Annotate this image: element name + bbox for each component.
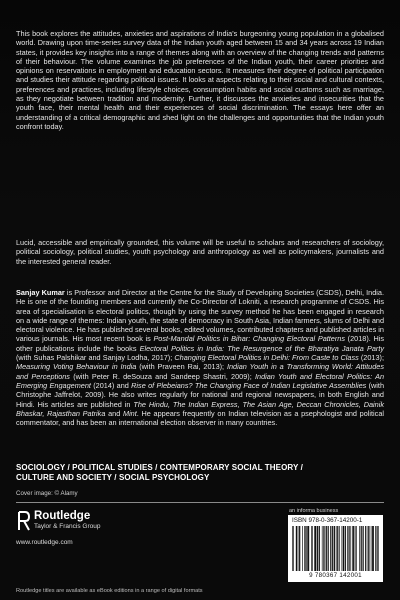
barcode-bar bbox=[345, 526, 346, 571]
book-title: Rise of Plebeians? The Changing Face of Indian Legislative Assemblies bbox=[131, 380, 367, 390]
barcode-bar bbox=[339, 526, 340, 571]
publisher-group: Taylor & Francis Group bbox=[34, 523, 101, 530]
barcode-bar bbox=[292, 526, 293, 571]
publisher-logo bbox=[16, 509, 206, 549]
newspaper-names: Mint bbox=[122, 408, 137, 418]
barcode-bar bbox=[368, 526, 369, 571]
ebook-availability-note: Routledge titles are available as eBook editions in a range of digital formats bbox=[16, 588, 203, 594]
barcode-bar bbox=[323, 526, 324, 571]
cover-image-credit: Cover image: © Alamy bbox=[16, 490, 78, 497]
barcode-bar bbox=[314, 526, 315, 571]
barcode-bar bbox=[362, 526, 363, 571]
barcode-bar bbox=[338, 526, 339, 571]
description-paragraph-2: Lucid, accessible and empirically grounded, this volume will be useful to scholars and researchers of sociology, political sociology, political studies, youth psychology and anthropology as well as policymakers, journalists and the interested general reader. bbox=[16, 238, 384, 266]
barcode-bar bbox=[369, 526, 370, 571]
barcode-bar bbox=[347, 526, 348, 571]
barcode-bar bbox=[337, 526, 338, 571]
barcode-bar bbox=[343, 526, 344, 571]
barcode-bar bbox=[372, 526, 373, 571]
barcode-digits: 9 780367 142001 bbox=[309, 572, 362, 579]
author-bio bbox=[16, 288, 384, 427]
barcode-bar bbox=[366, 526, 367, 571]
bio-text: (with Christophe Jaffrelot, 2009). He also writes regularly for national and regional newspapers, in both English and Hindi. His articles are published in bbox=[16, 380, 385, 409]
barcode-bar bbox=[296, 526, 297, 571]
author-name: Sanjay Kumar bbox=[16, 288, 65, 297]
publisher-website[interactable]: www.routledge.com bbox=[16, 539, 73, 546]
barcode-bar bbox=[356, 526, 357, 571]
barcode-bar bbox=[363, 526, 364, 571]
bio-text: (2013); bbox=[358, 353, 384, 363]
barcode-bar bbox=[333, 526, 334, 571]
barcode-bar bbox=[373, 526, 374, 571]
isbn-barcode bbox=[288, 515, 383, 582]
barcode-bar bbox=[293, 526, 294, 571]
book-title: Electoral Politics in India: The Resurgence of the Bharatiya Janata Party bbox=[139, 343, 384, 353]
barcode-bar bbox=[319, 526, 320, 571]
subject-line: CULTURE AND SOCIETY / SOCIAL PSYCHOLOGY bbox=[16, 473, 210, 483]
informa-tagline: an informa business bbox=[289, 508, 339, 514]
book-title: Post-Mandal Politics in Bihar: Changing Electoral Patterns bbox=[153, 334, 346, 344]
barcode-bar bbox=[308, 526, 309, 571]
barcode-bar bbox=[348, 526, 349, 571]
barcode-bar bbox=[311, 526, 312, 571]
barcode-bar bbox=[332, 526, 333, 571]
subject-categories bbox=[16, 463, 384, 484]
divider bbox=[16, 502, 384, 503]
book-title: Changing Electoral Politics in Delhi: From Caste to Class bbox=[174, 353, 359, 363]
barcode-bar bbox=[365, 526, 366, 571]
barcode-bar bbox=[304, 526, 305, 571]
barcode-bar bbox=[328, 526, 329, 571]
bio-text: (with Praveen Rai, 2013); bbox=[136, 362, 227, 372]
barcode-bar bbox=[324, 526, 325, 571]
barcode-bars bbox=[292, 526, 379, 571]
barcode-bar bbox=[376, 526, 377, 571]
barcode-bar bbox=[322, 526, 323, 571]
isbn-number: ISBN 978-0-367-14200-1 bbox=[292, 517, 363, 524]
subject-line: SOCIOLOGY / POLITICAL STUDIES / CONTEMPORARY SOCIAL THEORY / bbox=[16, 463, 303, 472]
barcode-bar bbox=[336, 526, 337, 571]
barcode-bar bbox=[302, 526, 303, 571]
barcode-bar bbox=[331, 526, 332, 571]
barcode-bar bbox=[306, 526, 307, 571]
barcode-bar bbox=[315, 526, 316, 571]
barcode-bar bbox=[330, 526, 331, 571]
barcode-bar bbox=[315, 526, 316, 571]
barcode-bar bbox=[305, 526, 306, 571]
bio-text: (2018). His other publications include the books bbox=[16, 334, 384, 353]
barcode-bar bbox=[378, 526, 379, 571]
barcode-bar bbox=[309, 526, 310, 571]
barcode-bar bbox=[375, 526, 376, 571]
barcode-bar bbox=[326, 526, 327, 571]
book-title: Indian Youth and Electoral Politics: An Emerging Engagement bbox=[16, 371, 384, 390]
book-title: Indian Youth in a Transforming World: Attitudes and Perceptions bbox=[16, 362, 384, 381]
barcode-bar bbox=[343, 526, 344, 571]
barcode-bar bbox=[300, 526, 301, 571]
book-title: Measuring Voting Behaviour in India bbox=[16, 362, 137, 372]
barcode-bar bbox=[352, 526, 353, 571]
barcode-bar bbox=[335, 526, 336, 571]
barcode-bar bbox=[334, 526, 335, 571]
bio-text: (with Peter R. deSouza and Sandeep Shastri, 2009); bbox=[69, 371, 255, 381]
barcode-bar bbox=[359, 526, 360, 571]
barcode-bar bbox=[312, 526, 313, 571]
barcode-bar bbox=[317, 526, 318, 571]
bio-text: is Professor and Director at the Centre for the Study of Developing Societies (CSDS), Delhi, India. He is one of the founding members and currently the Co-Director of Lokniti, a research programme of CSDS. His area of specialisation is electoral politics, though by using the survey method he has been engaged in research on a wide range of themes: Indian youth, the state of democracy in South Asia, Indian farmers, slums of Delhi and electoral violence. He has published several books, edited volumes, contributed chapters and published articles in various journals. His most recent book is bbox=[16, 288, 384, 344]
barcode-bar bbox=[373, 526, 374, 571]
barcode-bar bbox=[371, 526, 372, 571]
bio-text: (2014) and bbox=[90, 380, 132, 390]
barcode-bar bbox=[296, 526, 297, 571]
barcode-bar bbox=[377, 526, 378, 571]
barcode-bar bbox=[361, 526, 362, 571]
newspaper-names: The Hindu, The Indian Express, The Asian Age, Deccan Chronicles, Dainik Bhaskar, Rajasthan Patrika bbox=[16, 399, 385, 418]
barcode-bar bbox=[326, 526, 327, 571]
barcode-bar bbox=[345, 526, 346, 571]
barcode-bar bbox=[319, 526, 320, 571]
barcode-bar bbox=[349, 526, 350, 571]
barcode-bar bbox=[368, 526, 369, 571]
bio-text: and bbox=[105, 408, 123, 418]
barcode-bar bbox=[328, 526, 329, 571]
barcode-bar bbox=[307, 526, 308, 571]
barcode-bar bbox=[317, 526, 318, 571]
barcode-bar bbox=[350, 526, 351, 571]
barcode-bar bbox=[354, 526, 355, 571]
bio-text: . He appears frequently on Indian television as a psephologist and political commentator, and has been an international election observer in many countries. bbox=[16, 408, 384, 428]
barcode-bar bbox=[353, 526, 354, 571]
barcode-bar bbox=[342, 526, 343, 571]
barcode-bar bbox=[299, 526, 300, 571]
routledge-r-icon bbox=[16, 509, 32, 533]
publisher-name: Routledge bbox=[34, 510, 91, 522]
barcode-bar bbox=[355, 526, 356, 571]
description-paragraph-1: This book explores the attitudes, anxieties and aspirations of India's burgeoning young population in a globalised world. Drawing upon time-series survey data of the Indian youth aged between 15 and 34 years across 19 Indian states, it provides key insights into a range of themes along with an overview of the changing trends and patterns of their behaviour. The volume examines the job preferences of the Indian youth, their career priorities and opinions on reservations in employment and education sectors. It measures their degree of political participation and studies their attitude regarding political issues. It looks at aspects relating to their social and cultural contexts, preferences and practices, including lifestyle choices, consumption habits and social customs such as marriage, as they negotiate between tradition and modernity. Further, it discusses the anxieties and insecurities that the youth face, their mental health and their experiences of social discrimination. The essays here offer an understanding of a critical demographic and shed light on the challenges and opportunities that the Indian youth confront today. bbox=[16, 29, 384, 131]
barcode-bar bbox=[298, 526, 299, 571]
bio-text: (with Suhas Palshikar and Sanjay Lodha, 2017); bbox=[16, 353, 175, 363]
barcode-bar bbox=[361, 526, 362, 571]
